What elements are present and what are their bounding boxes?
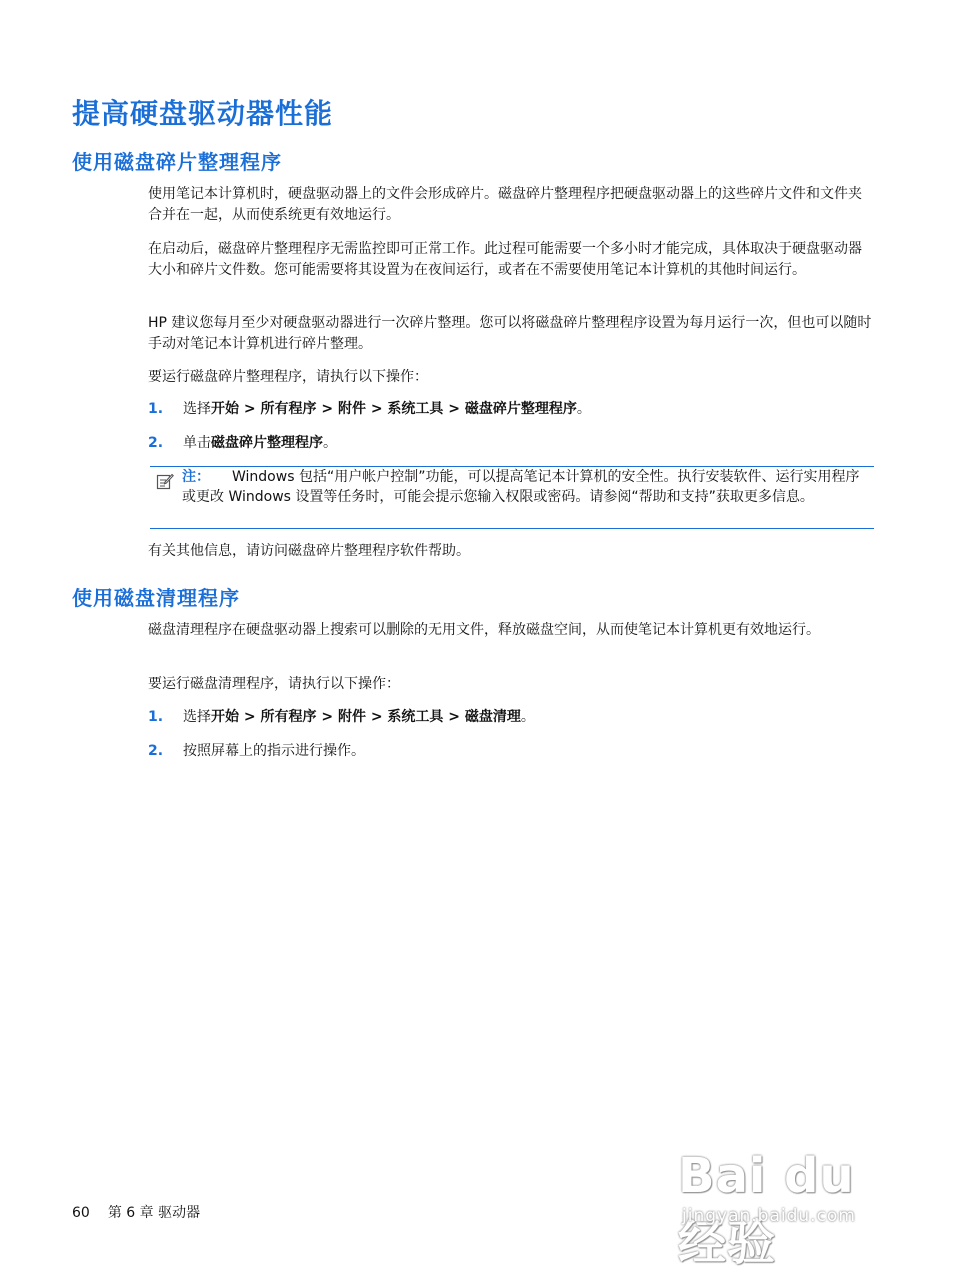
- note-label: 注：: [182, 469, 210, 485]
- step-number: 1.: [148, 401, 164, 417]
- chapter-label: 第 6 章 驱动器: [107, 1205, 201, 1221]
- paragraph: 有关其他信息，请访问磁盘碎片整理程序软件帮助。: [148, 543, 470, 559]
- paragraph: 磁盘清理程序在硬盘驱动器上搜索可以删除的无用文件，释放磁盘空间，从而使笔记本计算机更有效地运行。: [148, 622, 820, 638]
- step-text: 选择开始 > 所有程序 > 附件 > 系统工具 > 磁盘清理。: [183, 709, 535, 725]
- step-number: 2.: [148, 435, 164, 451]
- paragraph: HP 建议您每月至少对硬盘驱动器进行一次碎片整理。您可以将磁盘碎片整理程序设置为每月运行一次，但也可以随时手动对笔记本计算机进行碎片整理。: [148, 315, 872, 352]
- paragraph: 使用笔记本计算机时，硬盘驱动器上的文件会形成碎片。磁盘碎片整理程序把硬盘驱动器上的这些碎片文件和文件夹合并在一起，从而使系统更有效地运行。: [148, 186, 862, 223]
- step-text: 单击磁盘碎片整理程序。: [183, 435, 337, 451]
- watermark-url: jingyan.baidu.com: [682, 1206, 856, 1226]
- page-number: 60: [72, 1205, 90, 1221]
- step-number: 1.: [148, 709, 164, 725]
- note-text: 注： Windows 包括“用户帐户控制”功能，可以提高笔记本计算机的安全性。执行安装软件、运行实用程序或更改 Windows 设置等任务时，可能会提示您输入权限或密码。请参阅“帮助和支持”获取更多信息。: [182, 469, 860, 505]
- section-title-cleanup: 使用磁盘清理程序: [72, 586, 240, 610]
- paragraph: 在启动后，磁盘碎片整理程序无需监控即可正常工作。此过程可能需要一个多小时才能完成，具体取决于硬盘驱动器大小和碎片文件数。您可能需要将其设置为在夜间运行，或者在不需要使用笔记本计算机的其他时间运行。: [148, 241, 862, 278]
- note-pencil-icon: [156, 472, 174, 490]
- step-number: 2.: [148, 743, 164, 759]
- paragraph: 要运行磁盘碎片整理程序，请执行以下操作：: [148, 369, 428, 385]
- page-footer: [72, 1202, 200, 1222]
- step-text: 选择开始 > 所有程序 > 附件 > 系统工具 > 磁盘碎片整理程序。: [183, 401, 591, 417]
- note-box: [150, 466, 874, 529]
- page-title: 提高硬盘驱动器性能: [72, 97, 334, 130]
- watermark-brand: Bai du 经验: [678, 1148, 855, 1271]
- baidu-watermark: [678, 1148, 900, 1271]
- step-text: 按照屏幕上的指示进行操作。: [183, 743, 365, 759]
- section-title-defrag: 使用磁盘碎片整理程序: [72, 150, 282, 174]
- paragraph: 要运行磁盘清理程序，请执行以下操作：: [148, 676, 400, 692]
